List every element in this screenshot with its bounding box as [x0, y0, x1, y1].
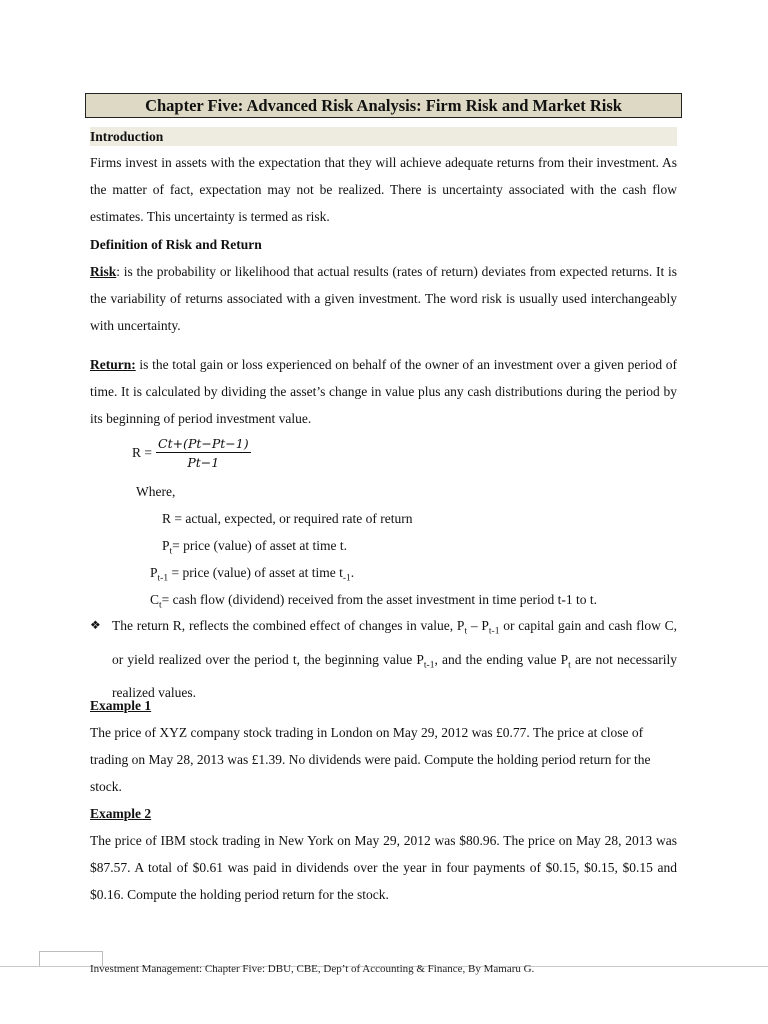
- formula-fraction: [156, 436, 251, 470]
- example1-heading-wrap: [90, 692, 677, 719]
- definition-section: [90, 231, 677, 339]
- ct-text: = cash flow (dividend) received from the asset investment in time period t-1 to t.: [161, 592, 598, 607]
- introduction-heading: Introduction: [90, 127, 677, 146]
- risk-term: Risk: [90, 264, 117, 279]
- example2-heading: Example 2: [90, 806, 152, 821]
- where-label: Where,: [136, 484, 176, 499]
- pt-symbol: P: [162, 538, 170, 553]
- pt1-symbol: P: [150, 565, 158, 580]
- pt1-tail: .: [350, 565, 355, 580]
- pt-text: = price (value) of asset at time t.: [172, 538, 347, 553]
- chapter-title: Chapter Five: Advanced Risk Analysis: Firm Risk and Market Risk: [85, 93, 682, 118]
- definition-ct: [150, 592, 597, 611]
- bullet-part-a: The return R, reflects the combined effect of changes in value, P: [112, 618, 465, 633]
- pt1-text: = price (value) of asset at time t: [168, 565, 343, 580]
- bullet-part-b: or capital gain and cash flow C, or yield realized over the period t, the beginning value P: [112, 618, 677, 667]
- return-formula: [132, 436, 251, 470]
- bullet-sub-3: t-1: [423, 660, 435, 671]
- diamond-bullet-icon: ❖: [90, 618, 101, 632]
- risk-definition: : is the probability or likelihood that actual results (rates of return) deviates from expected returns. It is the variability of returns associated with a given investment. The word risk is usually used interchangeably with uncertainty.: [90, 264, 677, 333]
- introduction-section: [90, 149, 677, 230]
- bullet-sub-2: t-1: [488, 626, 500, 637]
- return-term: Return:: [90, 357, 136, 372]
- definition-pt1: [150, 565, 354, 584]
- risk-paragraph: [90, 258, 677, 339]
- formula-lhs: R =: [132, 445, 152, 460]
- bullet-part-a2: – P: [467, 618, 489, 633]
- page-footer: Investment Management: Chapter Five: DBU, CBE, Dep’t of Accounting & Finance, By Mamaru G.: [90, 963, 535, 975]
- definition-heading: Definition of Risk and Return: [90, 237, 262, 252]
- bullet-sub-1: t: [464, 626, 468, 637]
- bullet-sub-4: t: [568, 660, 571, 671]
- definition-pt: [162, 538, 347, 557]
- example2-section: [90, 800, 677, 908]
- example1-heading: Example 1: [90, 698, 152, 713]
- bullet-part-d: are not necessarily realized values.: [112, 651, 677, 701]
- formula-denominator: Pt−1: [187, 455, 220, 470]
- ct-symbol: C: [150, 592, 160, 607]
- ct-subscript: t: [159, 600, 162, 611]
- pt1-tail-subscript: -1: [342, 573, 351, 584]
- introduction-paragraph: Firms invest in assets with the expectation that they will achieve adequate returns from their investment. As the matter of fact, expectation may not be realized. There is uncertainty associated with the cash flow estimates. This uncertainty is termed as risk.: [90, 155, 677, 224]
- pt-subscript: t: [169, 546, 173, 557]
- example2-heading-wrap: [90, 800, 677, 827]
- pt1-subscript: t-1: [157, 573, 169, 584]
- example2-text: The price of IBM stock trading in New York on May 29, 2012 was $80.96. The price on May 28, 2013 was $87.57. A total of $0.61 was paid in dividends over the year in four payments of $0.15, $0.15, $0.15 and $0.16. Compute the holding period return for the stock.: [90, 833, 677, 902]
- definition-r: R = actual, expected, or required rate of return: [162, 511, 413, 526]
- example1-text: The price of XYZ company stock trading in London on May 29, 2012 was £0.77. The price at close of trading on May 28, 2013 was £1.39. No dividends were paid. Compute the holding period return for the stock.: [90, 725, 651, 794]
- return-section: [90, 351, 677, 432]
- formula-numerator: Ct+(Pt−Pt−1): [158, 436, 249, 451]
- return-paragraph: [90, 351, 677, 432]
- example1-section: [90, 692, 677, 800]
- return-definition: is the total gain or loss experienced on behalf of the owner of an investment over a given period of time. It is calculated by dividing the asset’s change in value plus any cash distributions during the period by its beginning of period investment value.: [90, 357, 677, 426]
- bullet-part-c: , and the ending value P: [434, 651, 569, 667]
